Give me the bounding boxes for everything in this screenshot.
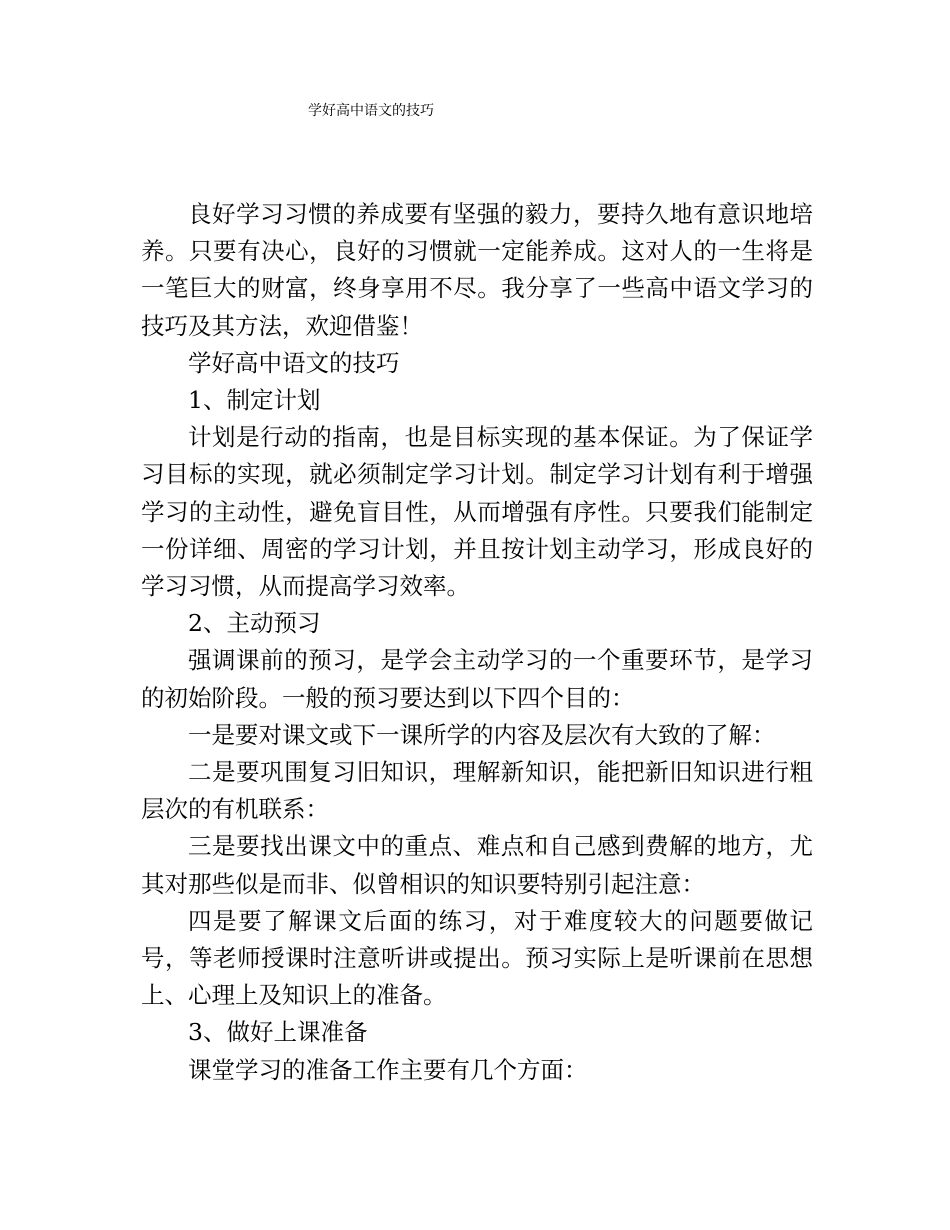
subheading-class-prep: 3、做好上课准备 [188, 1018, 368, 1047]
document-body [141, 196, 813, 1089]
paragraph-preview: 强调课前的预习，是学会主动学习的一个重要环节，是学习的初始阶段。一般的预习要达到以下四个目的： [141, 646, 813, 712]
paragraph-goal-3: 三是要找出课文中的重点、难点和自己感到费解的地方，尤其对那些似是而非、似曾相识的知识要特别引起注意： [141, 832, 813, 898]
paragraph-goal-2: 二是要巩围复习旧知识，理解新知识，能把新旧知识进行粗层次的有机联系： [141, 758, 813, 824]
paragraph-goal-1: 一是要对课文或下一课所学的内容及层次有大致的了解： [188, 720, 776, 749]
subheading-plan: 1、制定计划 [188, 386, 321, 415]
paragraph-intro: 良好学习习惯的养成要有坚强的毅力，要持久地有意识地培养。只要有决心，良好的习惯就一定能养成。这对人的一生将是一笔巨大的财富，终身享用不尽。我分享了一些高中语文学习的技巧及其方法，欢迎借鉴！ [141, 200, 813, 340]
header-title: 学好高中语文的技巧 [308, 103, 434, 119]
paragraph-class-prep: 课堂学习的准备工作主要有几个方面： [188, 1055, 588, 1084]
paragraph-goal-4: 四是要了解课文后面的练习，对于难度较大的问题要做记号，等老师授课时注意听讲或提出。预习实际上是听课前在思想上、心理上及知识上的准备。 [141, 906, 813, 1010]
section-heading: 学好高中语文的技巧 [188, 348, 400, 377]
subheading-preview: 2、主动预习 [188, 609, 321, 638]
paragraph-plan: 计划是行动的指南，也是目标实现的基本保证。为了保证学习目标的实现，就必须制定学习计划。制定学习计划有利于增强学习的主动性，避免盲目性，从而增强有序性。只要我们能制定一份详细、周密的学习计划，并且按计划主动学习，形成良好的学习习惯，从而提高学习效率。 [141, 423, 813, 601]
